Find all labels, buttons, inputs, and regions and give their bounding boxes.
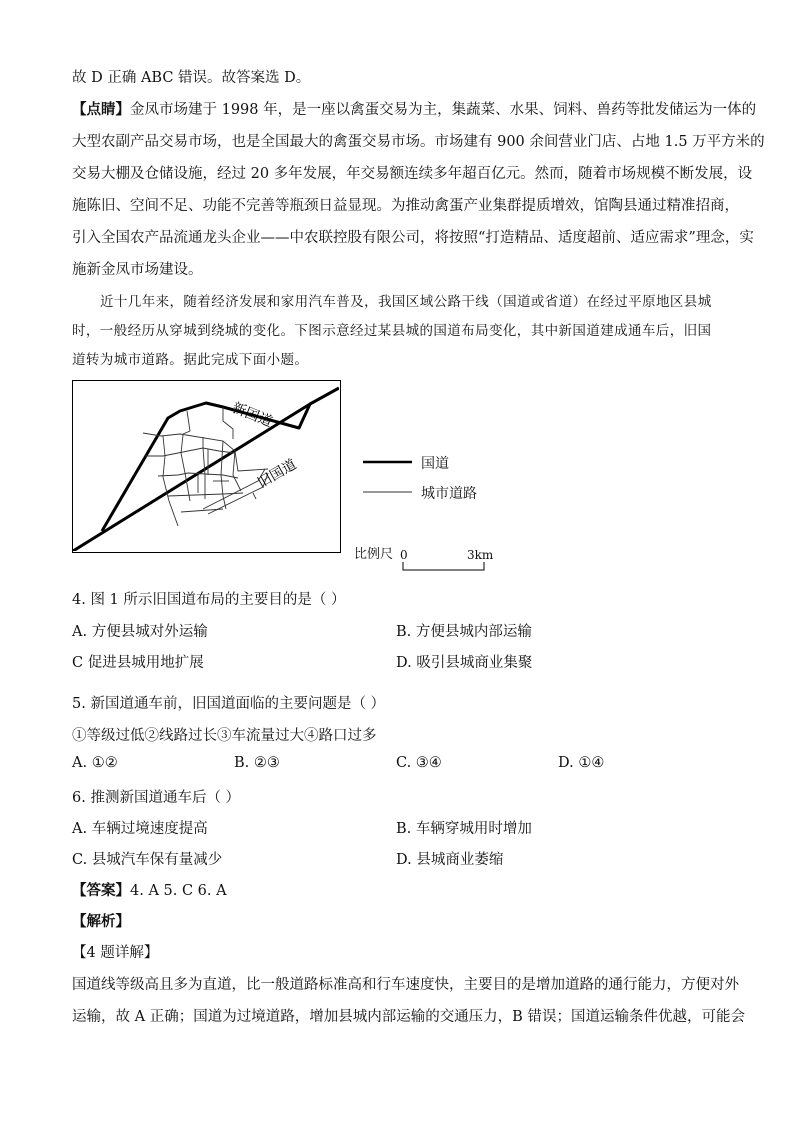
intro-line-2: 时，一般经历从穿城到绕城的变化。下图示意经过某县城的国道布局变化，其中新国道建成通车后，旧国 bbox=[72, 323, 712, 339]
old-national-road-label: 旧国道 bbox=[255, 456, 300, 492]
scale-bar bbox=[400, 561, 490, 573]
q6-option-b: B. 车辆穿城用时增加 bbox=[396, 821, 532, 837]
answer-tag: 【答案】 bbox=[72, 882, 130, 899]
detail-tag: 【4 题详解】 bbox=[72, 945, 159, 961]
q6-stem: 6. 推测新国道通车后（ ） bbox=[72, 790, 241, 806]
text-line-7: 施新金凤市场建设。 bbox=[72, 262, 203, 278]
answer-line bbox=[72, 879, 722, 900]
text-line-6: 引入全国农产品流通龙头企业——中农联控股有限公司，将按照“打造精品、适度超前、适应需求”理念，实 bbox=[72, 230, 754, 246]
analysis-line-1: 国道线等级高且多为直道，比一般道路标准高和行车速度快，主要目的是增加道路的通行能力，方便对外 bbox=[72, 977, 739, 993]
legend-city-label: 城市道路 bbox=[421, 486, 477, 502]
text-line-1: 故 D 正确 ABC 错误。故答案选 D。 bbox=[72, 70, 311, 86]
city-roads bbox=[143, 407, 268, 526]
tip-tag: 【点睛】 bbox=[72, 101, 130, 118]
text-line-5: 施陈旧、空间不足、功能不完善等瓶颈日益显现。为推动禽蛋产业集群提质增效，馆陶县通过精准招商， bbox=[72, 198, 739, 214]
q4-option-b: B. 方便县城内部运输 bbox=[396, 624, 532, 640]
q5-stem: 5. 新国道通车前，旧国道面临的主要问题是（ ） bbox=[72, 696, 386, 712]
q5-option-b: B. ②③ bbox=[234, 755, 280, 771]
q5-items: ①等级过低②线路过长③车流量过大④路口过多 bbox=[72, 728, 377, 744]
q5-option-d: D. ①④ bbox=[558, 755, 605, 771]
tip-text: 金凤市场建于 1998 年，是一座以禽蛋交易为主，集蔬菜、水果、饲料、兽药等批发储运为一体的 bbox=[130, 102, 757, 118]
q6-option-d: D. 县城商业萎缩 bbox=[396, 852, 504, 868]
map-figure bbox=[72, 380, 341, 553]
q6-option-c: C. 县城汽车保有量减少 bbox=[72, 852, 223, 868]
text-line-2 bbox=[72, 98, 757, 119]
q4-option-d: D. 吸引县城商业集聚 bbox=[396, 655, 533, 671]
q6-option-a: A. 车辆过境速度提高 bbox=[72, 821, 208, 837]
text-line-3: 大型农副产品交易市场，也是全国最大的禽蛋交易市场。市场建有 900 余间营业门店、占地 1.5 万平方米的 bbox=[72, 134, 765, 150]
answer-text: 4. A 5. C 6. A bbox=[130, 883, 227, 899]
map-drawing bbox=[73, 381, 339, 551]
scale-label: 比例尺 bbox=[354, 547, 394, 562]
q5-option-a: A. ①② bbox=[72, 755, 118, 771]
q4-option-c: C 促进县城用地扩展 bbox=[72, 655, 204, 671]
scale-max: 3km bbox=[467, 548, 494, 562]
legend-lines bbox=[360, 455, 420, 500]
scale-zero: 0 bbox=[400, 548, 408, 562]
q4-option-a: A. 方便县城对外运输 bbox=[72, 624, 208, 640]
new-national-road-label: 新国道 bbox=[229, 399, 275, 431]
analysis-tag: 【解析】 bbox=[72, 913, 130, 930]
legend-national-label: 国道 bbox=[421, 456, 449, 472]
q4-stem: 4. 图 1 所示旧国道布局的主要目的是（ ） bbox=[72, 592, 346, 608]
q5-option-c: C. ③④ bbox=[396, 755, 442, 771]
text-line-4: 交易大棚及仓储设施，经过 20 多年发展，年交易额连续多年超百亿元。然而，随着市场规模不断发展，设 bbox=[72, 166, 753, 182]
intro-line-3: 道转为城市道路。据此完成下面小题。 bbox=[72, 352, 309, 368]
analysis-line-2: 运输，故 A 正确；国道为过境道路，增加县城内部运输的交通压力，B 错误；国道运输条件优越，可能会 bbox=[72, 1009, 745, 1025]
intro-line-1: 近十几年来，随着经济发展和家用汽车普及，我国区域公路干线（国道或省道）在经过平原地区县城 bbox=[100, 294, 712, 310]
